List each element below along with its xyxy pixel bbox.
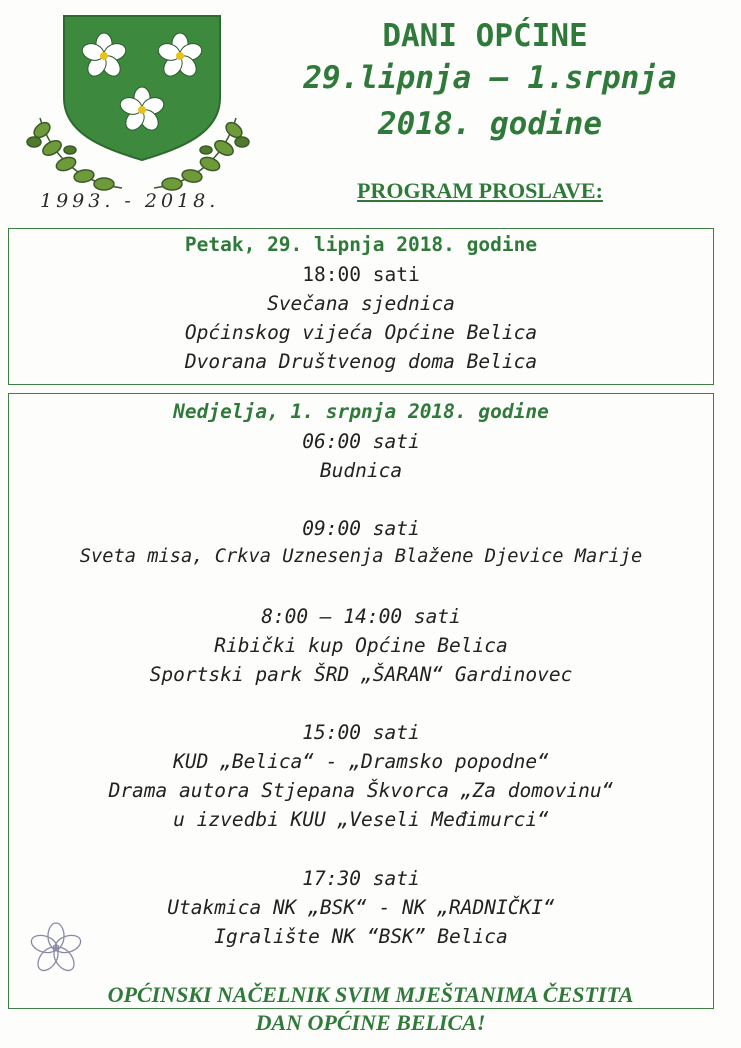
- event-line: Budnica: [319, 459, 403, 482]
- friday-program-box: [8, 228, 714, 385]
- event-time: 17:30 sati: [302, 867, 420, 890]
- event-time: 09:00 sati: [302, 517, 420, 540]
- footer-greeting-line-1: OPĆINSKI NAČELNIK SVIM MJEŠTANIMA ČESTITA: [107, 982, 634, 1007]
- event-line: Sveta misa, Crkva Uznesenja Blažene Djevice Marije: [79, 546, 643, 567]
- event-line: Igralište NK “BSK” Belica: [214, 925, 508, 948]
- event-time: 06:00 sati: [302, 430, 420, 453]
- friday-day-heading: Petak, 29. lipnja 2018. godine: [184, 233, 538, 256]
- coat-of-arms-crest: [22, 8, 254, 220]
- dates-line-2: 2018. godine: [378, 106, 602, 142]
- event-line: Utakmica NK „BSK“ - NK „RADNIČKI“: [167, 896, 555, 919]
- friday-event-line: Općinskog vijeća Općine Belica: [184, 321, 538, 344]
- event-time: 15:00 sati: [302, 721, 420, 744]
- event-line: Drama autora Stjepana Škvorca „Za domovinu“: [108, 779, 614, 802]
- sunday-day-heading: Nedjelja, 1. srpnja 2018. godine: [173, 400, 549, 423]
- crest-years: 1993. - 2018.: [40, 190, 220, 212]
- program-heading: PROGRAM PROSLAVE:: [357, 178, 603, 203]
- event-line: u izvedbi KUU „Veseli Međimurci“: [173, 808, 549, 831]
- flower-outline-icon: [28, 920, 84, 976]
- friday-event-line: Svečana sjednica: [267, 292, 455, 315]
- event-line: Ribički kup Općine Belica: [214, 634, 508, 657]
- page-title: DANI OPĆINE: [382, 18, 588, 54]
- footer-greeting-line-2: DAN OPĆINE BELICA!: [255, 1010, 486, 1035]
- event-line: KUD „Belica“ - „Dramsko popodne“: [173, 750, 549, 773]
- friday-event-line: Dvorana Društvenog doma Belica: [184, 350, 538, 373]
- sunday-program-box: [8, 393, 714, 1009]
- event-line: Sportski park ŠRD „ŠARAN“ Gardinovec: [149, 663, 573, 686]
- friday-time: 18:00 sati: [302, 263, 420, 286]
- dates-line-1: 29.lipnja – 1.srpnja: [303, 60, 677, 96]
- event-time: 8:00 – 14:00 sati: [261, 605, 461, 628]
